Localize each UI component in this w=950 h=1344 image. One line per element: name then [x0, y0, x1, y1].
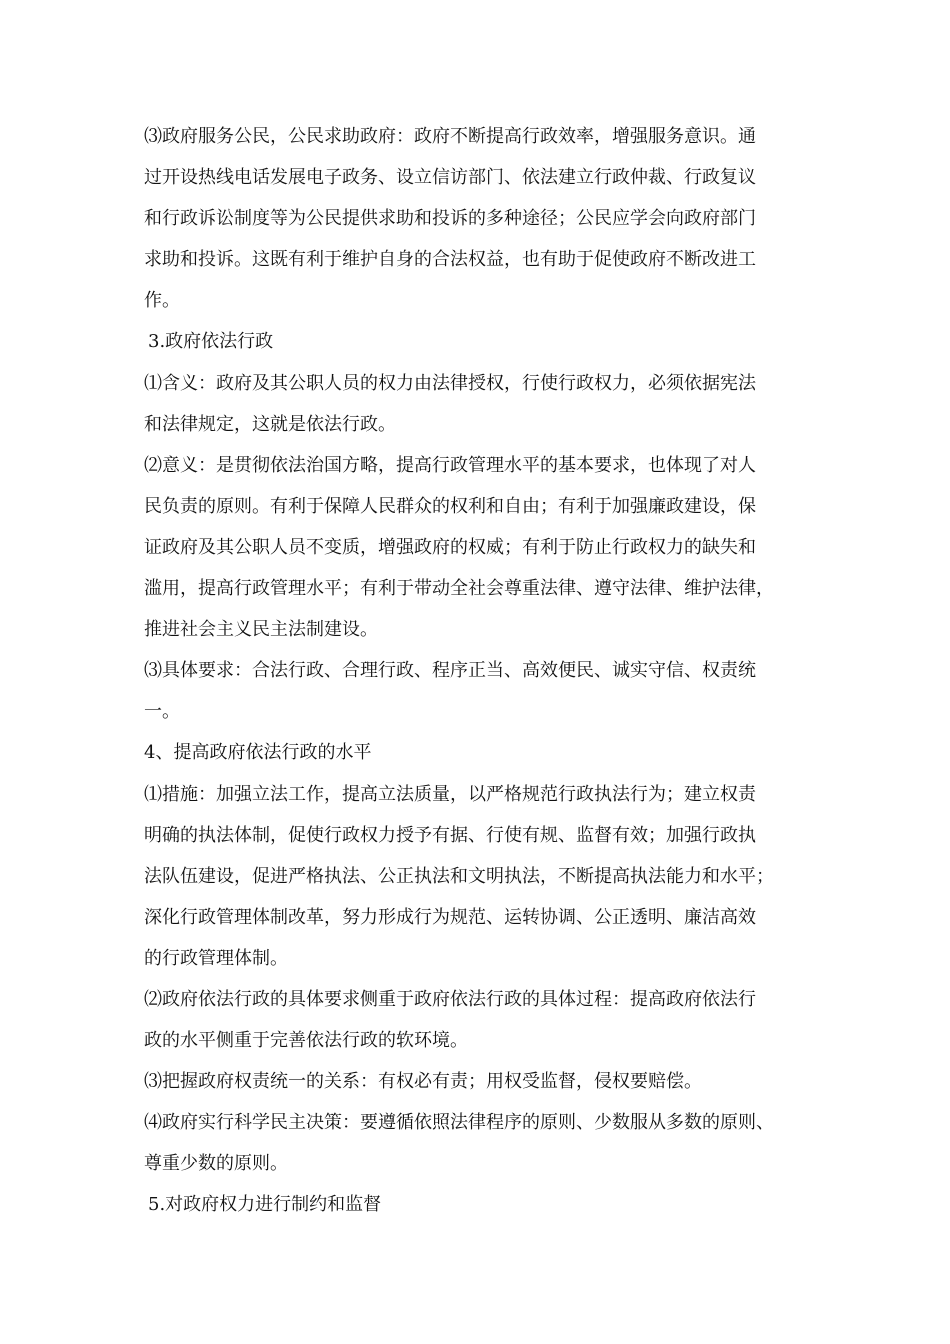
paragraph-line: ⑵政府依法行政的具体要求侧重于政府依法行政的具体过程：提高政府依法行 — [144, 988, 756, 1010]
section-heading: 3.政府依法行政 — [148, 331, 274, 353]
document-body — [144, 116, 816, 1226]
paragraph-line: ⑴措施：加强立法工作，提高立法质量，以严格规范行政执法行为；建立权责 — [144, 783, 756, 805]
paragraph-line: ⑶具体要求：合法行政、合理行政、程序正当、高效便民、诚实守信、权责统 — [144, 660, 756, 682]
paragraph-line: 民负责的原则。有利于保障人民群众的权利和自由；有利于加强廉政建设，保 — [144, 495, 756, 517]
paragraph-line: 明确的执法体制，促使行政权力授予有据、行使有规、监督有效；加强行政执 — [144, 824, 756, 846]
paragraph-line: 尊重少数的原则。 — [144, 1153, 288, 1175]
paragraph-line: 推进社会主义民主法制建设。 — [144, 619, 378, 641]
paragraph-line: 一。 — [144, 701, 180, 723]
paragraph-line: 过开设热线电话发展电子政务、设立信访部门、依法建立行政仲裁、行政复议 — [144, 167, 756, 189]
paragraph-line: 的行政管理体制。 — [144, 947, 288, 969]
section-heading: 4、提高政府依法行政的水平 — [144, 742, 372, 764]
paragraph-line: 和行政诉讼制度等为公民提供求助和投诉的多种途径；公民应学会向政府部门 — [144, 208, 756, 230]
paragraph-line: ⑶把握政府权责统一的关系：有权必有责；用权受监督，侵权要赔偿。 — [144, 1071, 702, 1093]
paragraph-line: 证政府及其公职人员不变质，增强政府的权威；有利于防止行政权力的缺失和 — [144, 536, 756, 558]
paragraph-line: ⑷政府实行科学民主决策：要遵循依照法律程序的原则、少数服从多数的原则、 — [144, 1112, 774, 1134]
paragraph-line: 滥用，提高行政管理水平；有利于带动全社会尊重法律、遵守法律、维护法律， — [144, 578, 774, 600]
paragraph-line: ⑶政府服务公民，公民求助政府：政府不断提高行政效率，增强服务意识。通 — [144, 126, 756, 147]
paragraph-line: 求助和投诉。这既有利于维护自身的合法权益，也有助于促使政府不断改进工 — [144, 249, 756, 271]
paragraph-line: 和法律规定，这就是依法行政。 — [144, 413, 396, 435]
section-heading: 5.对政府权力进行制约和监督 — [148, 1194, 382, 1216]
paragraph-line: 作。 — [144, 290, 180, 312]
paragraph-line: ⑵意义：是贯彻依法治国方略，提高行政管理水平的基本要求，也体现了对人 — [144, 454, 756, 476]
paragraph-line: 法队伍建设，促进严格执法、公正执法和文明执法，不断提高执法能力和水平； — [144, 865, 774, 887]
paragraph-line: 深化行政管理体制改革，努力形成行为规范、运转协调、公正透明、廉洁高效 — [144, 906, 756, 928]
paragraph-line: ⑴含义：政府及其公职人员的权力由法律授权，行使行政权力，必须依据宪法 — [144, 372, 756, 394]
paragraph-line: 政的水平侧重于完善依法行政的软环境。 — [144, 1030, 468, 1052]
